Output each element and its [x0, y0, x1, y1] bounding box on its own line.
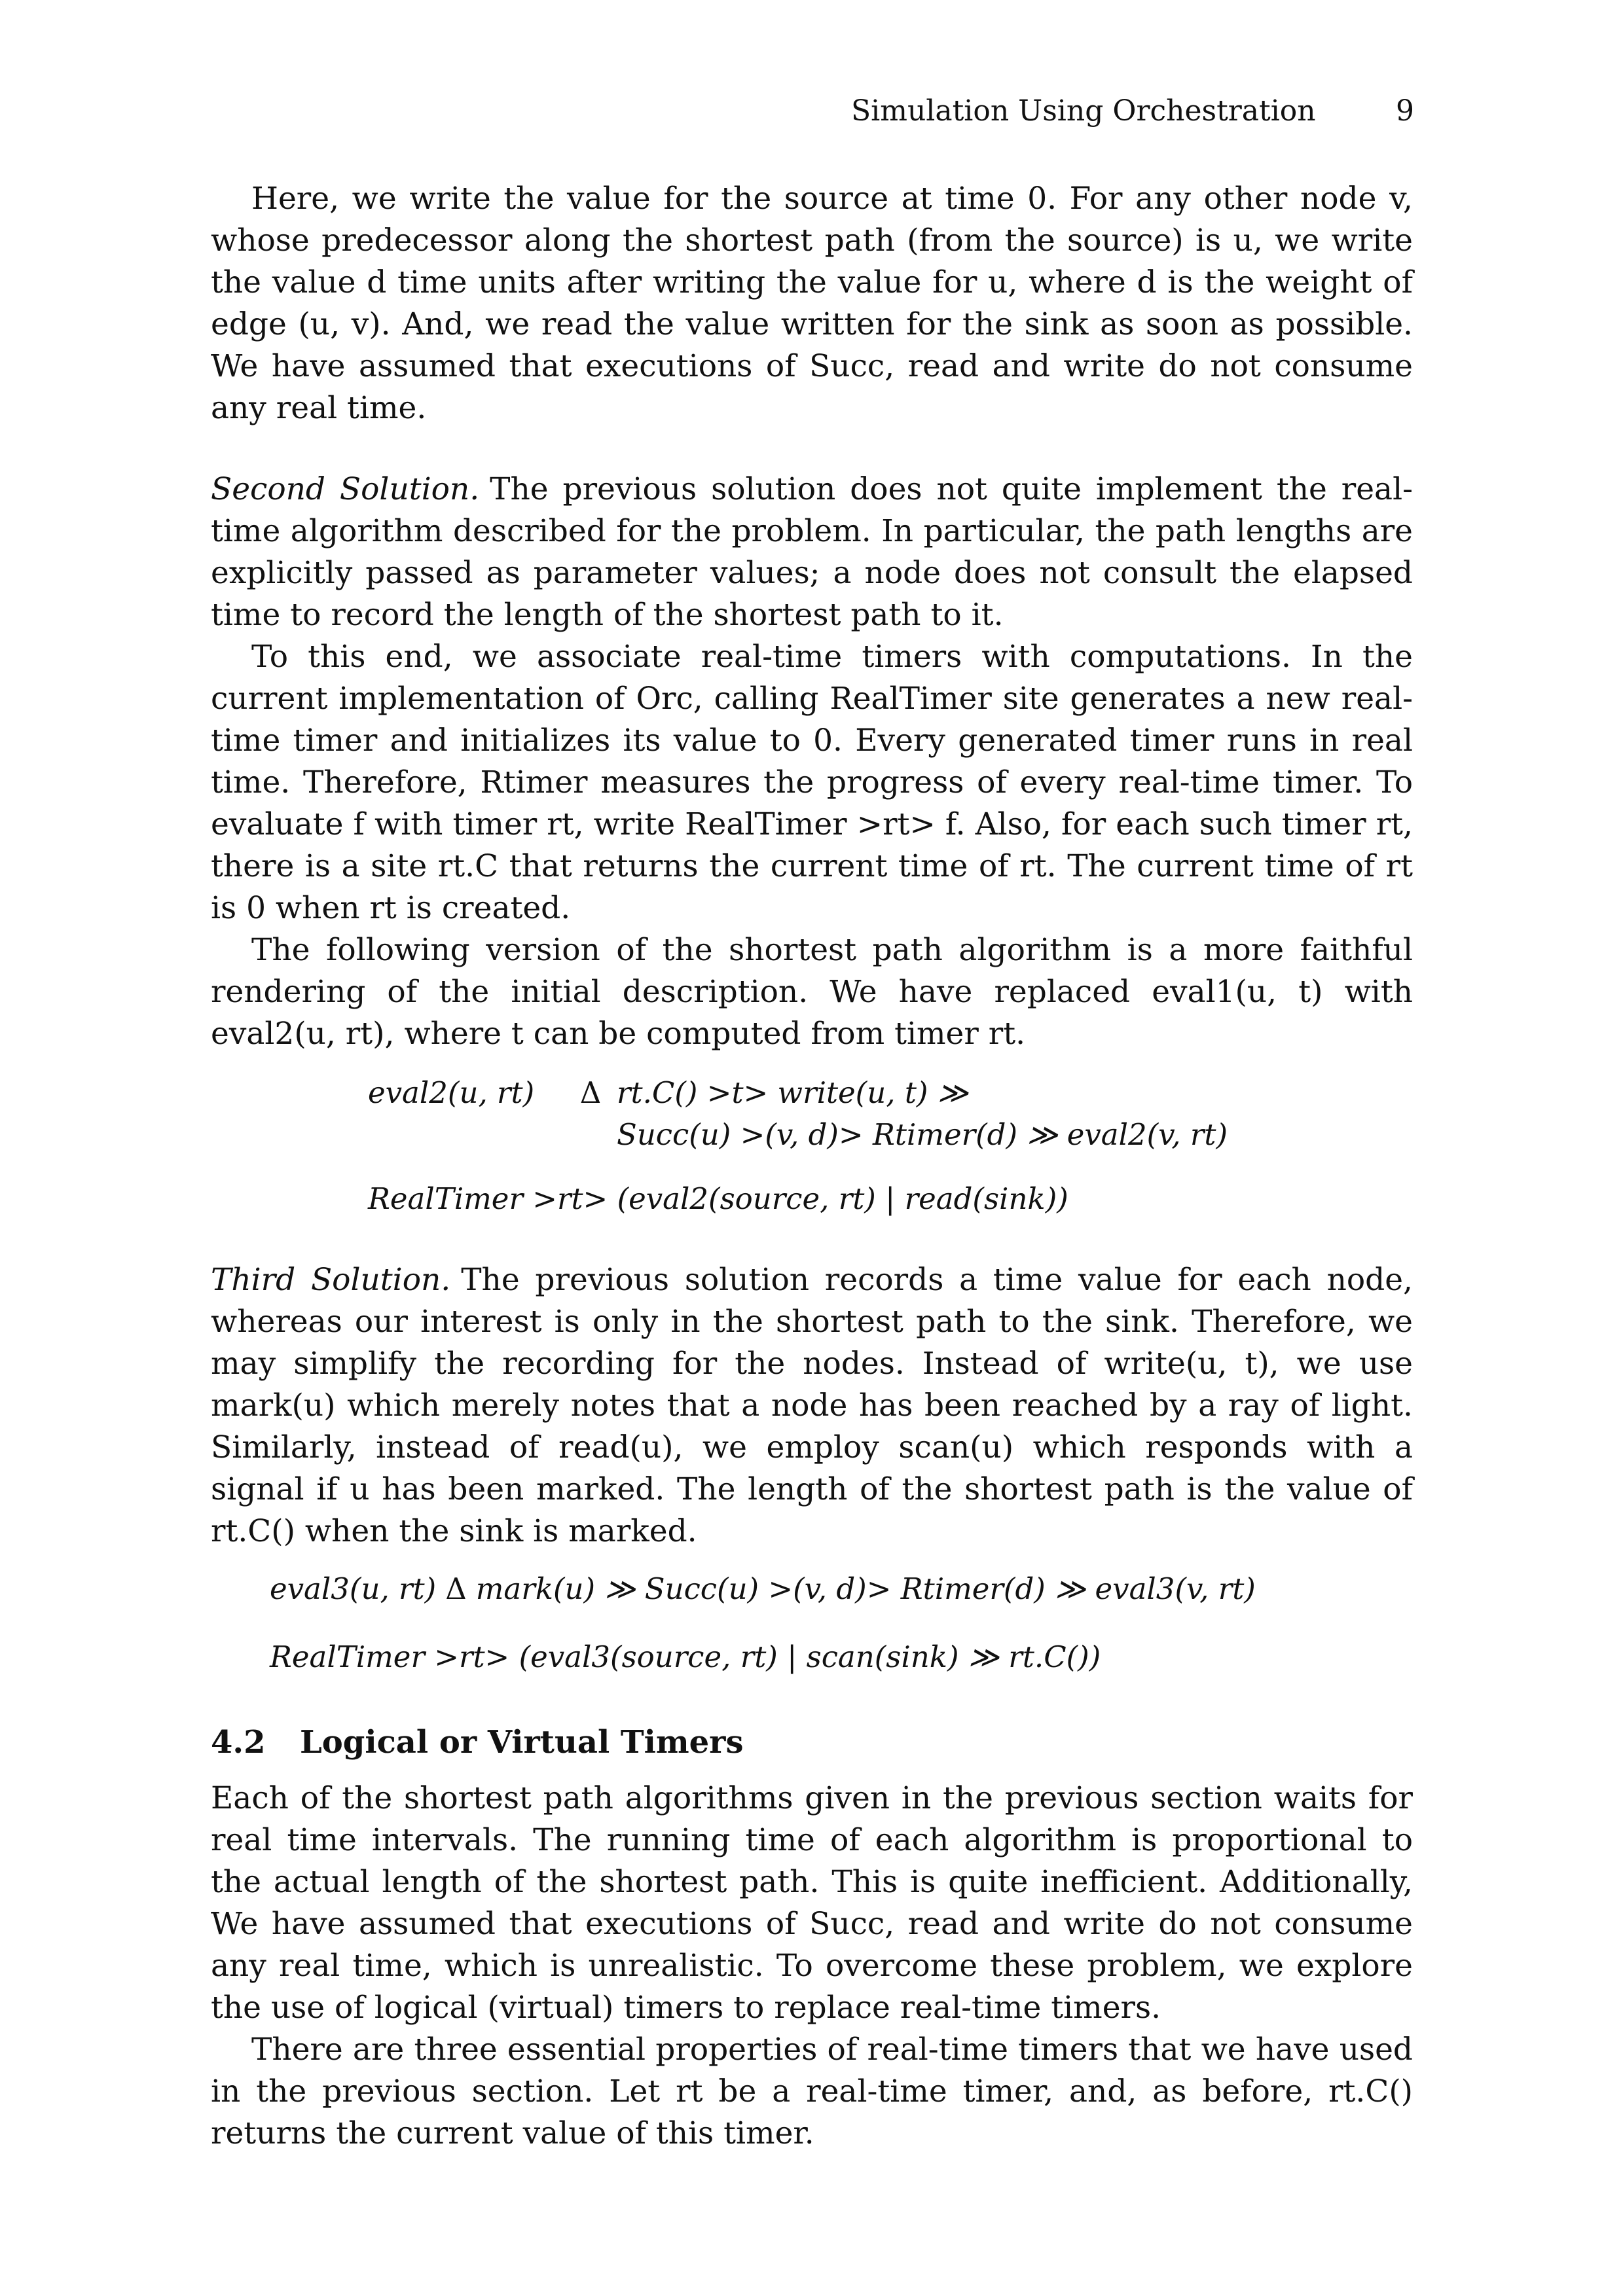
definition-symbol: Δ: [579, 1075, 602, 1110]
equation-eval3-line: [270, 1568, 1413, 1610]
paragraph-faithful-rendering: The following version of the shortest path algorithm is a more faithful rendering of the initial description. We have replaced eval1(u, t) with eval2(u, rt), where t can be computed from timer rt.: [211, 932, 1413, 1052]
paragraph-timer-properties: There are three essential properties of real-time timers that we have used in the previous section. Let rt be a real-time timer, and, as before, rt.C() returns the current value of this timer.: [211, 2032, 1413, 2151]
paragraph-second-solution: [211, 469, 1413, 636]
equation-eval2-rhs-line-2: Succ(u) >(v, d)> Rtimer(d) ≫ eval2(v, rt): [617, 1117, 1228, 1152]
equation-eval2-main: RealTimer >rt> (eval2(source, rt) | read(sink)): [368, 1181, 1068, 1216]
page-number: 9: [1396, 94, 1414, 128]
equation-eval2-line-1: [368, 1072, 1413, 1114]
paragraph-third-solution: [211, 1259, 1413, 1552]
equation-eval2-line-2: [368, 1114, 1413, 1156]
second-solution-text: The previous solution does not quite implement the real-time algorithm described for the problem. In particular, the path lengths are explicitly passed as parameter values; a node does not consult the elapsed time to record the length of the shortest path to it.: [211, 471, 1413, 633]
third-solution-label: Third Solution.: [211, 1262, 451, 1298]
section-number: 4.2: [211, 1724, 266, 1761]
equation-eval3-lhs: eval3(u, rt): [270, 1571, 437, 1606]
equation-eval3-rhs: mark(u) ≫ Succ(u) >(v, d)> Rtimer(d) ≫ eval3(v, rt): [475, 1571, 1256, 1606]
second-solution-label: Second Solution.: [211, 471, 480, 507]
body-text: [211, 178, 1413, 2155]
equation-eval3-main: RealTimer >rt> (eval3(source, rt) | scan(sink) ≫ rt.C()): [270, 1640, 1101, 1674]
running-title: Simulation Using Orchestration: [851, 94, 1316, 128]
third-solution-text: The previous solution records a time value for each node, whereas our interest is only in the shortest path to the sink. Therefore, we may simplify the recording for the nodes. Instead of write(u, t), we use mark(u) which merely notes that a node has been reached by a ray of light. Similarly, instead of read(u), we employ scan(u) which responds with a signal if u has been marked. The length of the shortest path is the value of rt.C() when the sink is marked.: [211, 1262, 1413, 1549]
definition-symbol: Δ: [445, 1571, 467, 1606]
section-heading: [211, 1721, 1413, 1763]
equation-eval2-rhs-line-1: rt.C() >t> write(u, t) ≫: [617, 1075, 968, 1110]
paragraph-first-solution-tail: Here, we write the value for the source at time 0. For any other node v, whose predecessor along the shortest path (from the source) is u, we write the value d time units after writing the value for u, where d is the weight of edge (u, v). And, we read the value written for the sink as soon as possible. We have assumed that executions of Succ, read and write do not consume any real time.: [211, 181, 1413, 426]
paragraph-real-time-timers: To this end, we associate real-time timers with computations. In the current implementation of Orc, calling RealTimer site generates a new real-time timer and initializes its value to 0. Every generated timer runs in real time. Therefore, Rtimer measures the progress of every real-time timer. To evaluate f with timer rt, write RealTimer >rt> f. Also, for each such timer rt, there is a site rt.C that returns the current time of rt. The current time of rt is 0 when rt is created.: [211, 639, 1413, 926]
section-title: Logical or Virtual Timers: [300, 1724, 744, 1761]
equation-eval3: [270, 1568, 1413, 1678]
paragraph-logical-timers-intro: Each of the shortest path algorithms given in the previous section waits for real time intervals. The running time of each algorithm is proportional to the actual length of the shortest path. This is quite inefficient. Additionally, We have assumed that executions of Succ, read and write do not consume any real time, which is unrealistic. To overcome these problem, we explore the use of logical (virtual) timers to replace real-time timers.: [211, 1780, 1413, 2026]
equation-eval2: [368, 1072, 1413, 1220]
equation-eval2-lhs: eval2(u, rt): [368, 1075, 535, 1110]
